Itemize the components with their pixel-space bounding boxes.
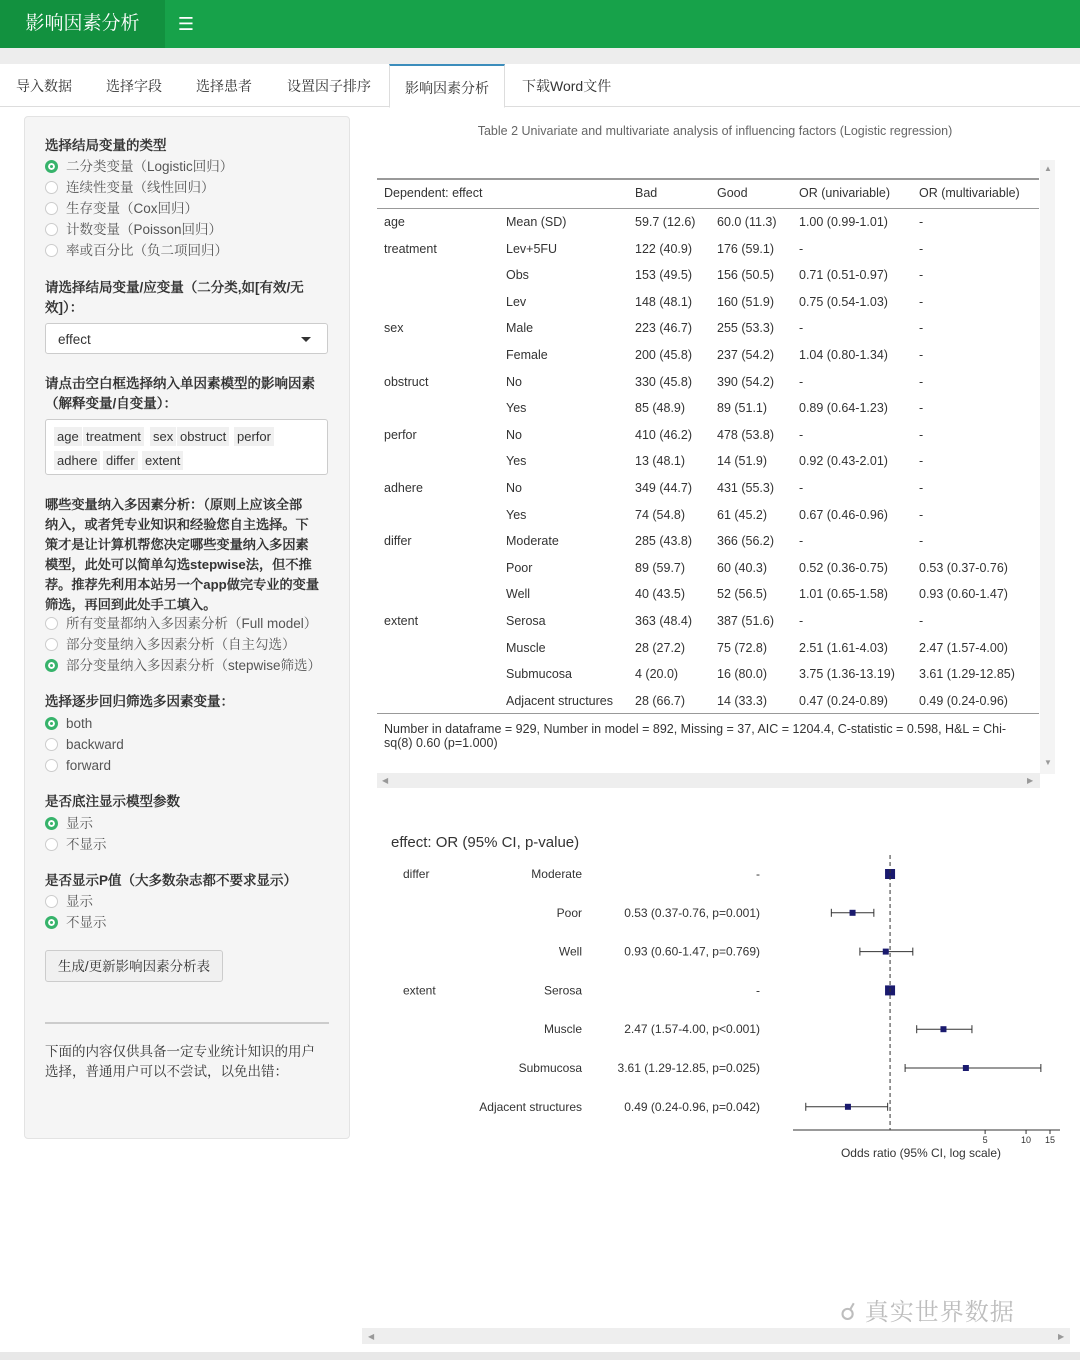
radio-icon — [45, 181, 58, 194]
cell-level: Lev+5FU — [506, 241, 558, 256]
cell-variable: obstruct — [384, 374, 429, 389]
cell-good: 431 (55.3) — [717, 481, 774, 495]
cell-bad: 122 (40.9) — [635, 241, 692, 256]
cell-or-multi: 2.47 (1.57-4.00) — [919, 640, 1008, 655]
cell-or-uni: 0.75 (0.54-1.03) — [799, 294, 888, 309]
cell-good: 75 (72.8) — [717, 640, 768, 655]
factor-chip[interactable]: adhere — [54, 451, 100, 470]
cell-variable: sex — [384, 321, 404, 336]
header-good: Good — [717, 186, 748, 200]
cell-or-uni: 0.67 (0.46-0.96) — [799, 507, 888, 522]
cell-or-multi: - — [919, 241, 924, 256]
forest-point — [883, 949, 889, 955]
footnote-hide[interactable]: 不显示 — [45, 835, 107, 856]
outcome-type-logistic[interactable]: 二分类变量（Logistic回归） — [45, 157, 233, 178]
forest-group-label: extent — [403, 983, 436, 998]
cell-level: Female — [506, 348, 548, 362]
stepwise-forward[interactable]: forward — [45, 756, 111, 777]
radio-icon — [45, 223, 58, 236]
forest-point — [850, 910, 856, 916]
cell-bad: 13 (48.1) — [635, 454, 686, 469]
cell-good: 176 (59.1) — [717, 241, 774, 256]
cell-or-multi: 0.53 (0.37-0.76) — [919, 560, 1008, 575]
table-vertical-scrollbar[interactable] — [1040, 160, 1055, 774]
page-horizontal-scrollbar[interactable] — [362, 1328, 1070, 1344]
scroll-left-icon[interactable]: ◀ — [368, 1332, 375, 1341]
factor-chip[interactable]: treatment — [83, 427, 144, 446]
radio-icon — [45, 617, 58, 630]
model-footnote-cont: sq(8) 0.60 (p=1.000) — [384, 736, 498, 750]
cell-bad: 223 (46.7) — [635, 321, 692, 336]
scroll-down-icon[interactable]: ▼ — [1044, 758, 1052, 767]
cell-or-multi: - — [919, 454, 924, 469]
cell-or-multi: - — [919, 348, 924, 362]
multi-label-line: 荐。推荐先利用本站另一个app做完专业的变量 — [45, 577, 320, 592]
forest-level-label: Adjacent structures — [479, 1099, 582, 1114]
cell-variable: age — [384, 215, 405, 229]
cell-or-multi: - — [919, 534, 924, 549]
radio-icon — [45, 738, 58, 751]
forest-level-label: Poor — [556, 905, 582, 920]
cell-good: 14 (33.3) — [717, 693, 768, 708]
generate-table-button[interactable]: 生成/更新影响因素分析表 — [45, 950, 223, 982]
cell-or-multi: - — [919, 614, 924, 628]
cell-bad: 200 (45.8) — [635, 348, 692, 362]
cell-bad: 40 (43.5) — [635, 587, 686, 602]
sidebar-panel — [24, 116, 350, 1139]
multi-label-line: 纳入，或者凭专业知识和经验您自主选择。下 — [45, 517, 309, 532]
cell-good: 255 (53.3) — [717, 321, 774, 336]
forest-or-label: - — [756, 867, 760, 881]
forest-point — [963, 1065, 969, 1071]
forest-or-label: 0.49 (0.24-0.96, p=0.042) — [624, 1099, 760, 1114]
cell-or-multi: - — [919, 294, 924, 309]
cell-level: No — [506, 427, 522, 442]
cell-level: No — [506, 374, 522, 389]
radio-icon — [45, 916, 58, 929]
cell-good: 61 (45.2) — [717, 507, 768, 522]
forest-level-label: Serosa — [543, 983, 582, 998]
cell-good: 156 (50.5) — [717, 268, 774, 283]
cell-level: Mean (SD) — [506, 215, 567, 229]
tab-bar — [0, 64, 1080, 107]
pvalue-label: 是否显示P值（大多数杂志都不要求显示） — [45, 873, 298, 888]
forest-level-label: Moderate — [531, 867, 582, 881]
radio-icon — [45, 817, 58, 830]
footnote-label: 是否底注显示模型参数 — [45, 794, 180, 809]
cell-variable: treatment — [384, 241, 437, 256]
outcome-type-negbin[interactable]: 率或百分比（负二项回归） — [45, 241, 228, 262]
tab-patients[interactable]: 选择患者 — [196, 78, 252, 94]
cell-good: 366 (56.2) — [717, 534, 774, 549]
tab-fields[interactable]: 选择字段 — [106, 78, 162, 94]
radio-icon — [45, 838, 58, 851]
cell-bad: 4 (20.0) — [635, 667, 679, 682]
table-title: Table 2 Univariate and multivariate analysis of influencing factors (Logistic regression) — [477, 124, 953, 138]
cell-or-uni: - — [799, 481, 804, 495]
factor-chip[interactable]: age — [54, 427, 82, 446]
results-table — [377, 160, 1039, 774]
factor-chip[interactable]: extent — [142, 451, 183, 470]
cell-good: 52 (56.5) — [717, 587, 768, 602]
stepwise-both[interactable]: both — [45, 714, 92, 735]
cell-or-uni: - — [799, 534, 804, 549]
cell-or-multi: - — [919, 321, 924, 336]
forest-level-label: Well — [558, 944, 582, 959]
table-bottom-rule — [377, 713, 1039, 714]
pvalue-show[interactable]: 显示 — [45, 892, 93, 913]
factors-multiselect[interactable] — [45, 419, 328, 475]
cell-or-uni: 3.75 (1.36-13.19) — [799, 667, 895, 682]
cell-or-multi: - — [919, 481, 924, 495]
cell-variable: differ — [384, 534, 412, 549]
cell-good: 14 (51.9) — [717, 454, 768, 469]
outcome-var-label-cont: 效]）： — [45, 300, 84, 315]
forest-group-label: differ — [403, 867, 430, 881]
divider — [45, 1022, 329, 1024]
cell-or-multi: 0.49 (0.24-0.96) — [919, 693, 1008, 708]
scroll-right-icon[interactable]: ▶ — [1027, 776, 1034, 785]
forest-x-tick-label: 5 — [982, 1135, 988, 1145]
forest-point — [845, 1104, 851, 1110]
cell-good: 60 (40.3) — [717, 560, 768, 575]
cell-or-uni: 0.92 (0.43-2.01) — [799, 454, 888, 469]
cell-bad: 285 (43.8) — [635, 534, 692, 549]
outcome-type-cox[interactable]: 生存变量（Cox回归） — [45, 199, 198, 220]
cell-good: 16 (80.0) — [717, 667, 768, 682]
cell-or-uni: - — [799, 614, 804, 628]
watermark: ☌ 真实世界数据 — [840, 1299, 1015, 1326]
multi-option-manual[interactable]: 部分变量纳入多因素分析（自主勾选） — [45, 635, 296, 656]
cell-level: Adjacent structures — [506, 693, 613, 708]
radio-icon — [45, 659, 58, 672]
cell-or-uni: 2.51 (1.61-4.03) — [799, 640, 888, 655]
cell-level: Male — [506, 321, 534, 336]
radio-icon — [45, 202, 58, 215]
multi-label-line: 哪些变量纳入多因素分析：（原则上应该全部 — [45, 497, 303, 512]
header-or-uni: OR (univariable) — [799, 186, 891, 200]
radio-icon — [45, 717, 58, 730]
forest-x-tick-label: 10 — [1021, 1135, 1032, 1145]
cell-level: Yes — [506, 507, 527, 522]
cell-variable: adhere — [384, 481, 423, 495]
cell-good: 237 (54.2) — [717, 348, 774, 362]
cell-or-uni: 1.00 (0.99-1.01) — [799, 215, 888, 229]
cell-good: 60.0 (11.3) — [717, 215, 777, 229]
forest-point — [940, 1026, 946, 1032]
forest-x-axis-label: Odds ratio (95% CI, log scale) — [840, 1146, 1002, 1160]
multi-label-line: 模型，此处可以简单勾选stepwise法，但不推 — [45, 557, 312, 572]
cell-bad: 153 (49.5) — [635, 268, 692, 283]
cell-or-uni: 0.89 (0.64-1.23) — [799, 401, 888, 416]
footnote-show[interactable]: 显示 — [45, 814, 93, 835]
hamburger-icon[interactable]: ☰ — [177, 14, 195, 34]
cell-or-uni: 1.04 (0.80-1.34) — [799, 348, 888, 362]
cell-or-multi: - — [919, 507, 924, 522]
multi-label-line: 筛选，再回到此处手工填入。 — [45, 597, 217, 612]
forest-level-label: Submucosa — [518, 1061, 582, 1075]
cell-level: Submucosa — [506, 667, 573, 682]
cell-level: No — [506, 481, 522, 495]
cell-good: 478 (53.8) — [717, 427, 774, 442]
app-title: 影响因素分析 — [0, 0, 165, 48]
radio-icon — [45, 759, 58, 772]
cell-or-uni: 0.52 (0.36-0.75) — [799, 560, 888, 575]
cell-bad: 410 (46.2) — [635, 427, 692, 442]
advanced-note: 下面的内容仅供具备一定专业统计知识的用户 选择，普通用户可以不尝试，以免出错： — [45, 1044, 315, 1079]
cell-level: Yes — [506, 454, 527, 469]
cell-bad: 85 (48.9) — [635, 401, 686, 416]
forest-plot-title: effect: OR (95% CI, p-value) — [391, 834, 580, 851]
cell-or-multi: - — [919, 268, 924, 283]
cell-bad: 28 (66.7) — [635, 693, 686, 708]
factor-chip[interactable]: perfor — [234, 427, 274, 446]
radio-icon — [45, 638, 58, 651]
cell-variable: extent — [384, 614, 419, 628]
cell-or-uni: 0.47 (0.24-0.89) — [799, 693, 888, 708]
multi-option-full[interactable]: 所有变量都纳入多因素分析（Full model） — [45, 614, 317, 635]
outcome-var-select[interactable]: effect — [45, 323, 328, 354]
forest-x-tick-label: 15 — [1044, 1135, 1056, 1145]
factors-label-cont: （解释变量/自变量）： — [45, 396, 178, 411]
tab-import[interactable]: 导入数据 — [16, 78, 72, 94]
header-dependent: Dependent: effect — [384, 186, 483, 200]
cell-bad: 74 (54.8) — [635, 507, 686, 522]
cell-or-multi: 3.61 (1.29-12.85) — [919, 667, 1015, 682]
scroll-left-icon[interactable]: ◀ — [382, 776, 389, 785]
cell-or-uni: - — [799, 374, 804, 389]
forest-level-label: Muscle — [543, 1022, 582, 1037]
outcome-var-label: 请选择结局变量/应变量（二分类,如[有效/无 — [45, 280, 304, 295]
forest-or-label: 3.61 (1.29-12.85, p=0.025) — [617, 1061, 760, 1075]
cell-or-multi: - — [919, 427, 924, 442]
table-top-rule — [377, 178, 1039, 180]
cell-or-uni: - — [799, 321, 804, 336]
radio-icon — [45, 244, 58, 257]
factor-chip[interactable]: obstruct — [177, 427, 229, 446]
cell-bad: 89 (59.7) — [635, 560, 686, 575]
navbar-spacer — [0, 48, 1080, 64]
forest-or-label: 0.53 (0.37-0.76, p=0.001) — [624, 905, 760, 920]
cell-or-multi: - — [919, 401, 924, 416]
outcome-type-poisson[interactable]: 计数变量（Poisson回归） — [45, 220, 222, 241]
forest-plot — [380, 825, 1060, 1170]
stepwise-backward[interactable]: backward — [45, 735, 124, 756]
multi-label-line: 策才是让计算机帮您决定哪些变量纳入多因素 — [45, 537, 309, 552]
cell-level: Well — [506, 587, 531, 602]
stepwise-label: 选择逐步回归筛选多因素变量： — [45, 694, 234, 709]
cell-level: Muscle — [506, 640, 546, 655]
factor-chip[interactable]: sex — [150, 427, 176, 446]
factor-chip[interactable]: differ — [103, 451, 138, 470]
radio-icon — [45, 895, 58, 908]
cell-variable: perfor — [384, 427, 417, 442]
cell-bad: 148 (48.1) — [635, 294, 692, 309]
table-horizontal-scrollbar[interactable] — [377, 773, 1040, 788]
header-or-multi: OR (multivariable) — [919, 186, 1020, 200]
scroll-right-icon[interactable]: ▶ — [1058, 1332, 1065, 1341]
header-bad: Bad — [635, 186, 658, 200]
multi-option-stepwise[interactable]: 部分变量纳入多因素分析（stepwise筛选） — [45, 656, 321, 677]
cell-good: 390 (54.2) — [717, 374, 774, 389]
table-header-rule — [377, 208, 1039, 209]
cell-or-multi: 0.93 (0.60-1.47) — [919, 587, 1008, 602]
wechat-icon: ☌ — [840, 1299, 858, 1326]
tab-download-word[interactable]: 下载Word文件 — [522, 78, 612, 94]
cell-good: 89 (51.1) — [717, 401, 768, 416]
cell-level: Serosa — [506, 614, 546, 628]
scroll-up-icon[interactable]: ▲ — [1044, 164, 1052, 173]
cell-level: Yes — [506, 401, 527, 416]
tab-factor-order[interactable]: 设置因子排序 — [287, 78, 371, 94]
caret-down-icon — [301, 337, 311, 342]
cell-or-uni: 1.01 (0.65-1.58) — [799, 587, 888, 602]
model-footnote: Number in dataframe = 929, Number in model = 892, Missing = 37, AIC = 1204.4, C-statistic = 0.598, H&L = Chi- — [384, 722, 1007, 736]
cell-good: 160 (51.9) — [717, 294, 774, 309]
pvalue-hide[interactable]: 不显示 — [45, 913, 107, 934]
cell-level: Obs — [506, 268, 529, 283]
cell-level: Poor — [506, 560, 533, 575]
cell-bad: 28 (27.2) — [635, 640, 686, 655]
cell-level: Lev — [506, 294, 527, 309]
factors-label: 请点击空白框选择纳入单因素模型的影响因素 — [45, 376, 315, 391]
outcome-type-linear[interactable]: 连续性变量（线性回归） — [45, 178, 215, 199]
cell-good: 387 (51.6) — [717, 614, 774, 628]
radio-icon — [45, 160, 58, 173]
cell-or-uni: - — [799, 241, 804, 256]
navbar — [0, 0, 1080, 48]
cell-level: Moderate — [506, 534, 559, 549]
cell-or-uni: 0.71 (0.51-0.97) — [799, 268, 888, 283]
cell-bad: 349 (44.7) — [635, 481, 692, 495]
forest-or-label: 0.93 (0.60-1.47, p=0.769) — [624, 944, 760, 959]
outcome-type-label: 选择结局变量的类型 — [45, 138, 167, 153]
tab-analysis[interactable]: 影响因素分析 — [389, 64, 505, 108]
forest-or-label: - — [756, 983, 760, 998]
cell-or-uni: - — [799, 427, 804, 442]
cell-or-multi: - — [919, 374, 924, 389]
cell-bad: 59.7 (12.6) — [635, 215, 696, 229]
cell-bad: 330 (45.8) — [635, 374, 692, 389]
cell-or-multi: - — [919, 215, 924, 229]
page-bottom-strip — [0, 1352, 1080, 1360]
cell-bad: 363 (48.4) — [635, 614, 692, 628]
forest-or-label: 2.47 (1.57-4.00, p<0.001) — [624, 1022, 760, 1037]
